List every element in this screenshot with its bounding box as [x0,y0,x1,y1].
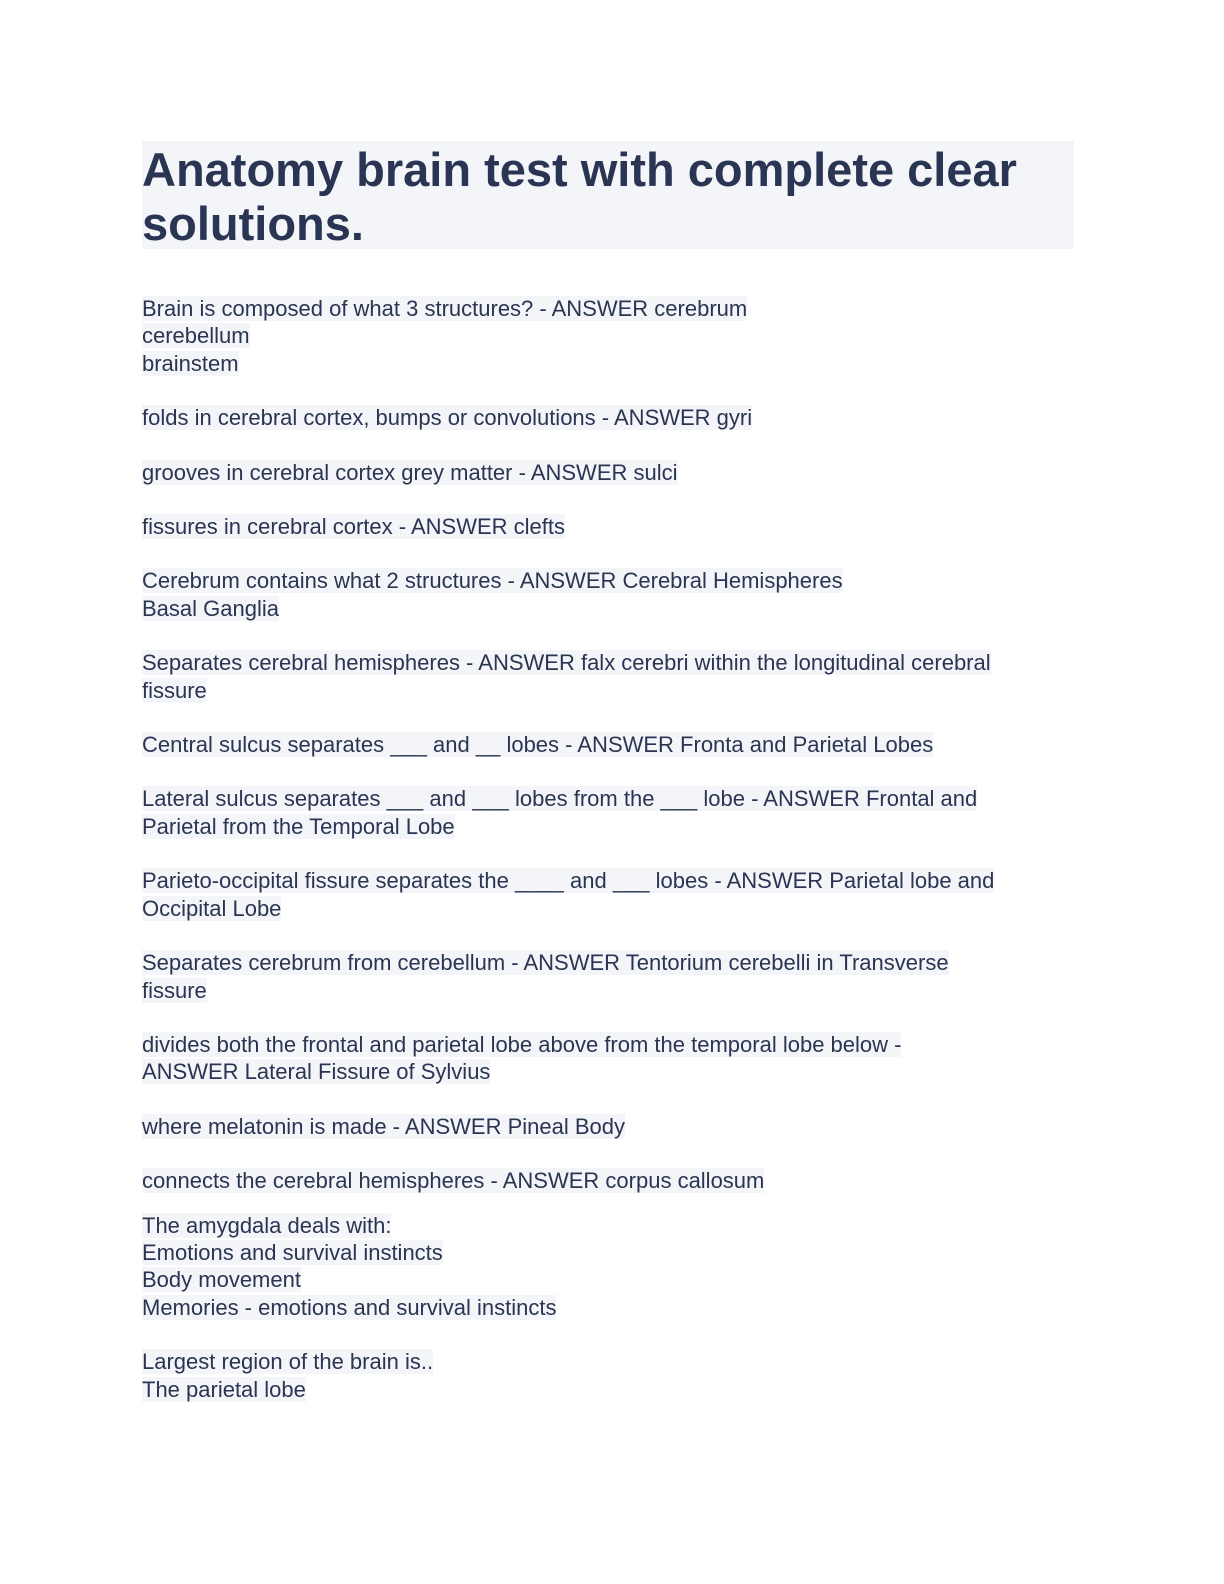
qa-line-text: Cerebrum contains what 2 structures - ANSWER Cerebral Hemispheres [142,568,843,594]
qa-entry [142,649,1074,704]
qa-line-text: Central sulcus separates ___ and __ lobes - ANSWER Fronta and Parietal Lobes [142,732,934,758]
qa-line [142,595,1074,622]
qa-line-text: Parietal from the Temporal Lobe [142,813,455,839]
qa-entry [142,1167,1074,1194]
qa-line-text: Separates cerebrum from cerebellum - ANSWER Tentorium cerebelli in Transverse [142,950,949,976]
document-page [142,141,1074,1430]
qa-line-text: ANSWER Lateral Fissure of Sylvius [142,1059,491,1085]
qa-line [142,295,1074,322]
qa-entry [142,295,1074,377]
qa-line-text: fissures in cerebral cortex - ANSWER clefts [142,514,566,540]
qa-line [142,1058,1074,1085]
qa-entry [142,949,1074,1004]
qa-line-text: where melatonin is made - ANSWER Pineal Body [142,1113,625,1139]
qa-entry [142,731,1074,758]
qa-entry [142,785,1074,840]
qa-line-text: Largest region of the brain is.. [142,1349,434,1375]
qa-line [142,404,1074,431]
qa-line-text: Occipital Lobe [142,895,282,921]
qa-line-text: Emotions and survival instincts [142,1239,443,1265]
qa-line [142,1113,1074,1140]
qa-line [142,867,1074,894]
qa-entry [142,867,1074,922]
qa-line [142,513,1074,540]
qa-entry [142,1212,1074,1322]
qa-entry [142,513,1074,540]
qa-line [142,1376,1074,1403]
qa-line [142,350,1074,377]
qa-line [142,785,1074,812]
qa-line [142,949,1074,976]
qa-line [142,459,1074,486]
qa-line [142,1239,1074,1266]
qa-line-text: fissure [142,677,207,703]
qa-line [142,322,1074,349]
qa-line [142,1348,1074,1375]
qa-line-text: Parieto-occipital fissure separates the ____ and ___ lobes - ANSWER Parietal lobe and [142,868,995,894]
qa-entry [142,1031,1074,1086]
qa-line [142,1167,1074,1194]
qa-line-text: brainstem [142,350,239,376]
qa-line-text: Body movement [142,1267,301,1293]
qa-line [142,567,1074,594]
qa-line-text: folds in cerebral cortex, bumps or convolutions - ANSWER gyri [142,405,753,431]
qa-entry [142,1348,1074,1403]
qa-line [142,977,1074,1004]
qa-entry [142,459,1074,486]
qa-line-text: Basal Ganglia [142,595,279,621]
qa-line-text: The parietal lobe [142,1376,306,1402]
qa-line [142,1212,1074,1239]
qa-line-text: The amygdala deals with: [142,1212,392,1238]
qa-line-text: connects the cerebral hemispheres - ANSWER corpus callosum [142,1168,765,1194]
qa-line-text: Memories - emotions and survival instincts [142,1294,557,1320]
qa-line [142,895,1074,922]
qa-line [142,1294,1074,1321]
qa-line [142,677,1074,704]
qa-entry [142,567,1074,622]
qa-line [142,1266,1074,1293]
qa-line-text: divides both the frontal and parietal lobe above from the temporal lobe below - [142,1031,902,1057]
qa-line-text: Separates cerebral hemispheres - ANSWER falx cerebri within the longitudinal cerebral [142,650,991,676]
qa-entry [142,1113,1074,1140]
qa-line [142,649,1074,676]
document-title: Anatomy brain test with complete clear solutions. [142,141,1074,249]
qa-line-text: Brain is composed of what 3 structures? - ANSWER cerebrum [142,296,748,321]
qa-line [142,731,1074,758]
qa-line-text: grooves in cerebral cortex grey matter - ANSWER sulci [142,459,678,485]
qa-entry [142,404,1074,431]
qa-line [142,813,1074,840]
qa-list [142,295,1074,1403]
qa-line-text: cerebellum [142,323,250,349]
qa-line-text: Lateral sulcus separates ___ and ___ lobes from the ___ lobe - ANSWER Frontal and [142,786,978,812]
qa-line [142,1031,1074,1058]
qa-line-text: fissure [142,977,207,1003]
